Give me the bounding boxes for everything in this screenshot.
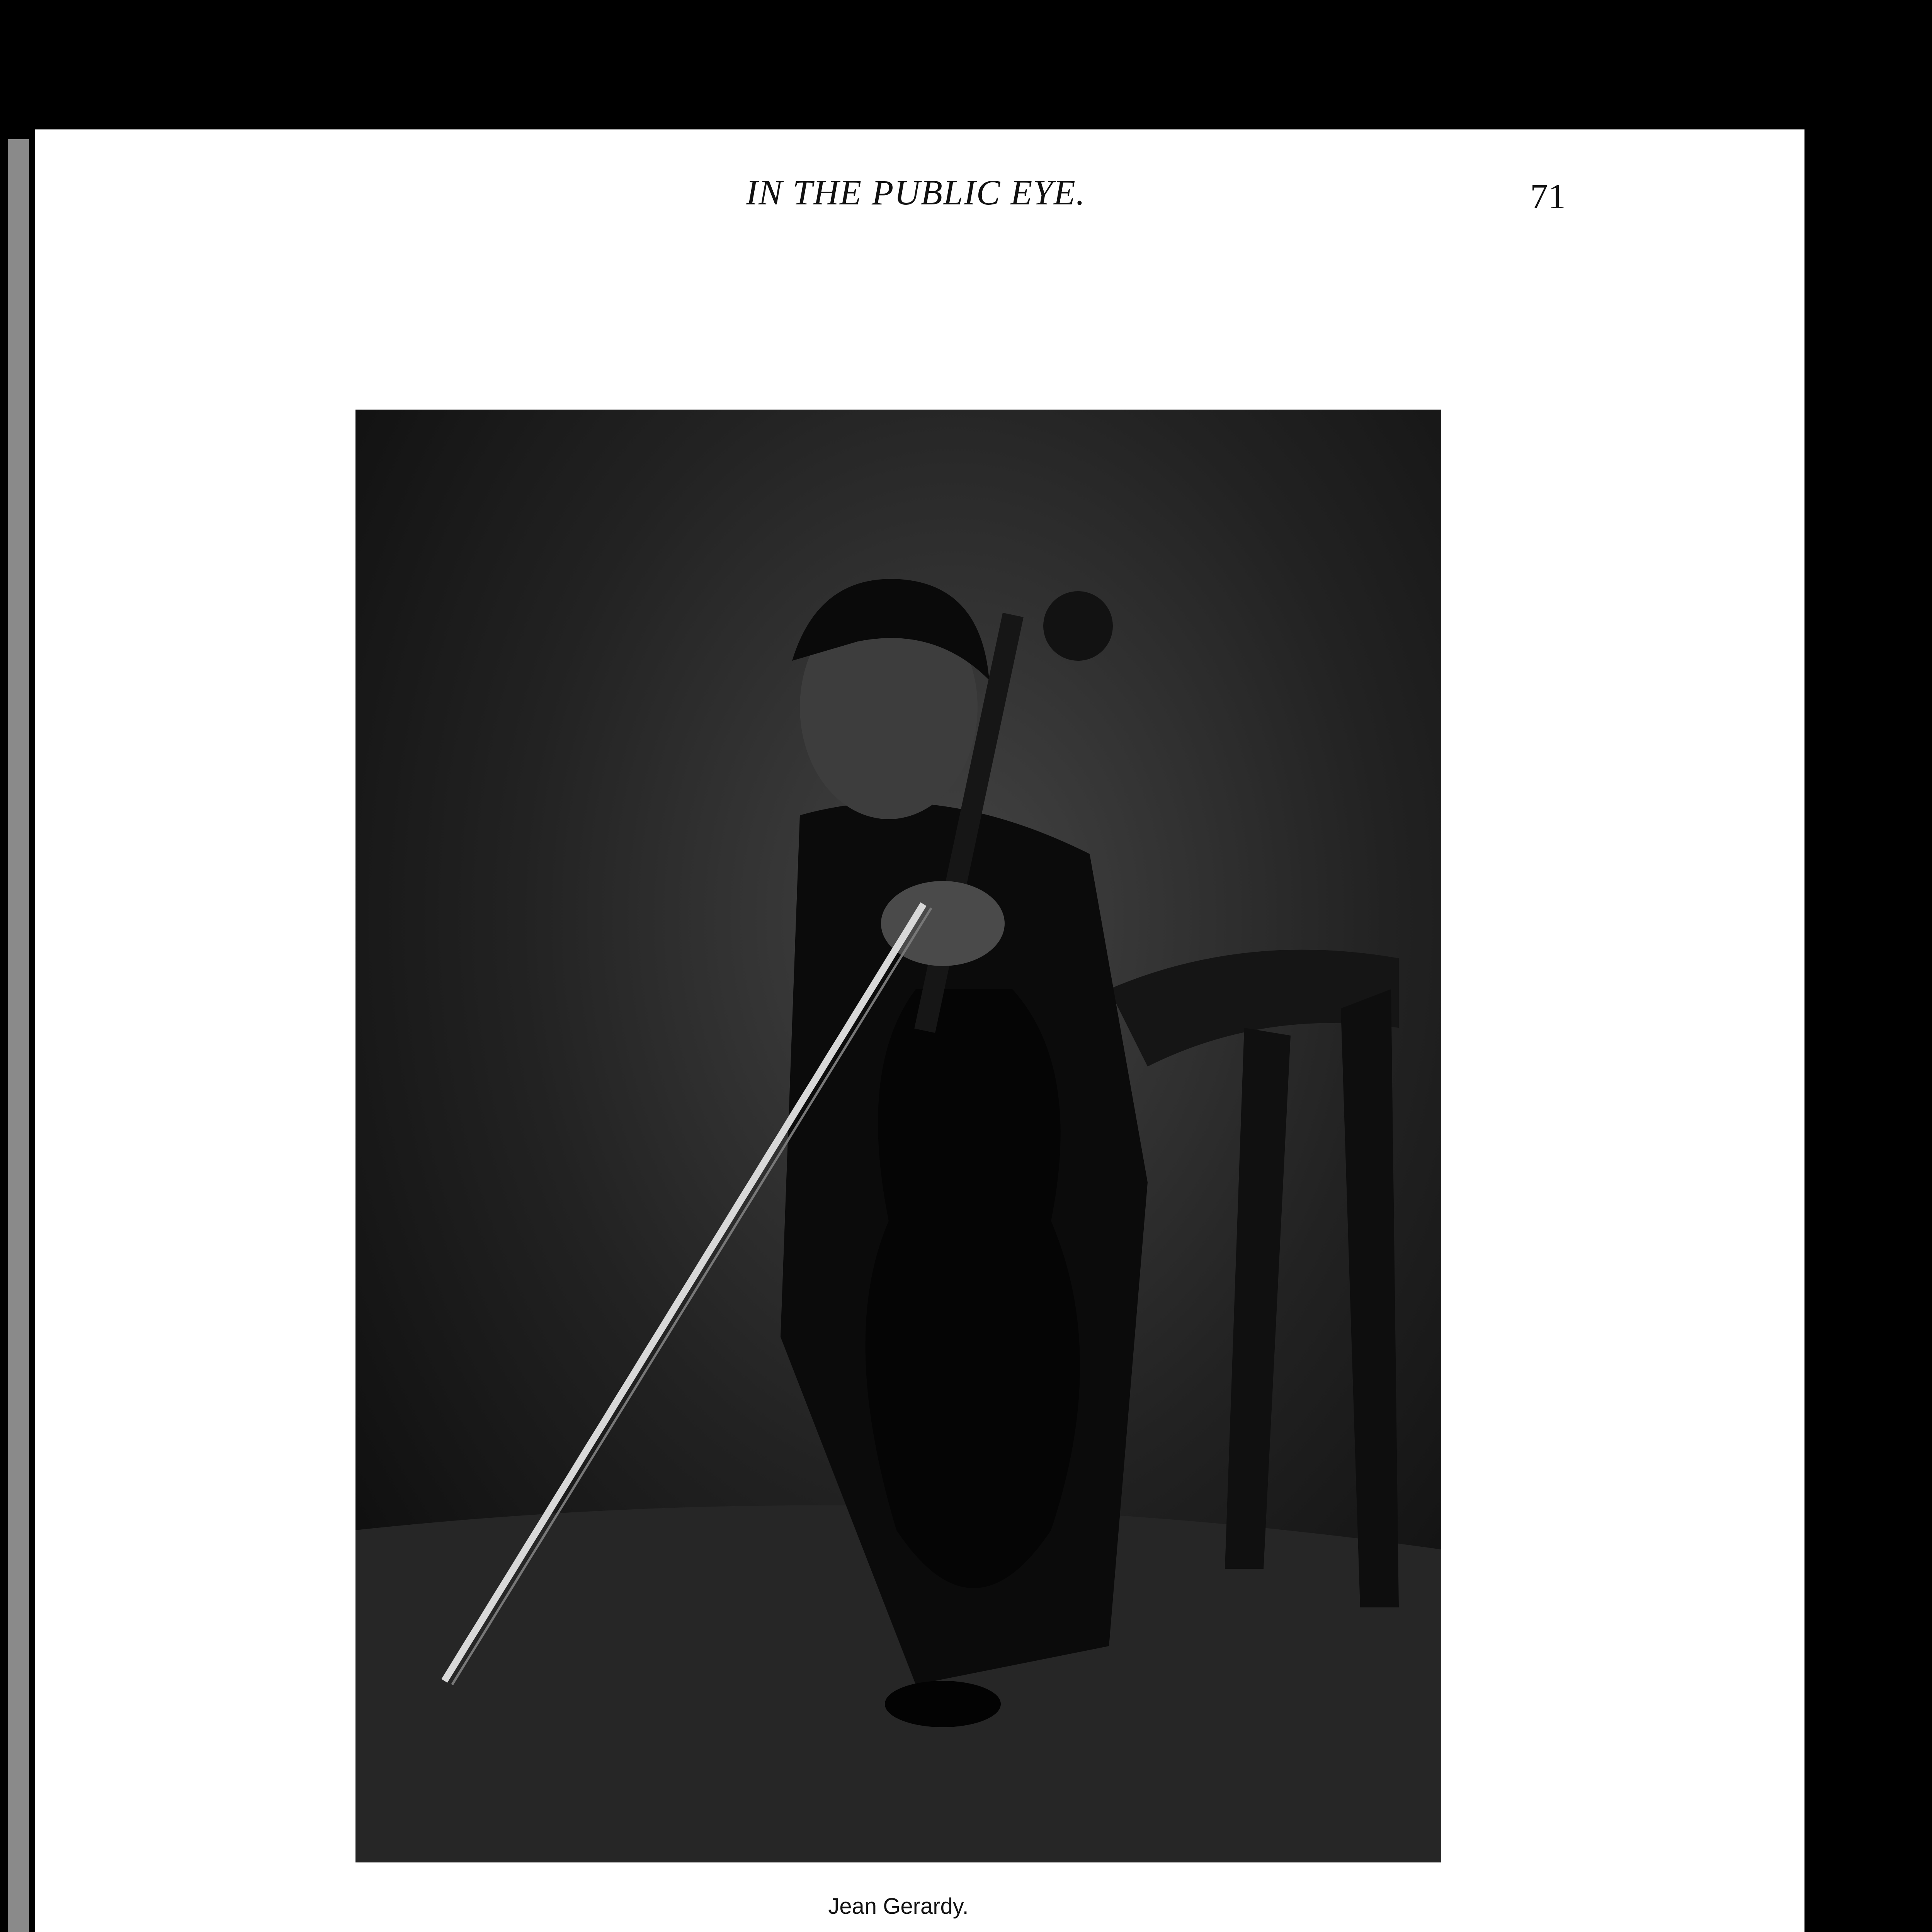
cellist-photo-illustration	[355, 410, 1441, 1862]
photo-caption: Jean Gerardy.	[828, 1894, 969, 1919]
page-binding-edge	[8, 139, 29, 1932]
page-number: 71	[1530, 177, 1566, 216]
running-title: IN THE PUBLIC EYE.	[746, 173, 1086, 212]
portrait-photograph	[355, 410, 1441, 1862]
